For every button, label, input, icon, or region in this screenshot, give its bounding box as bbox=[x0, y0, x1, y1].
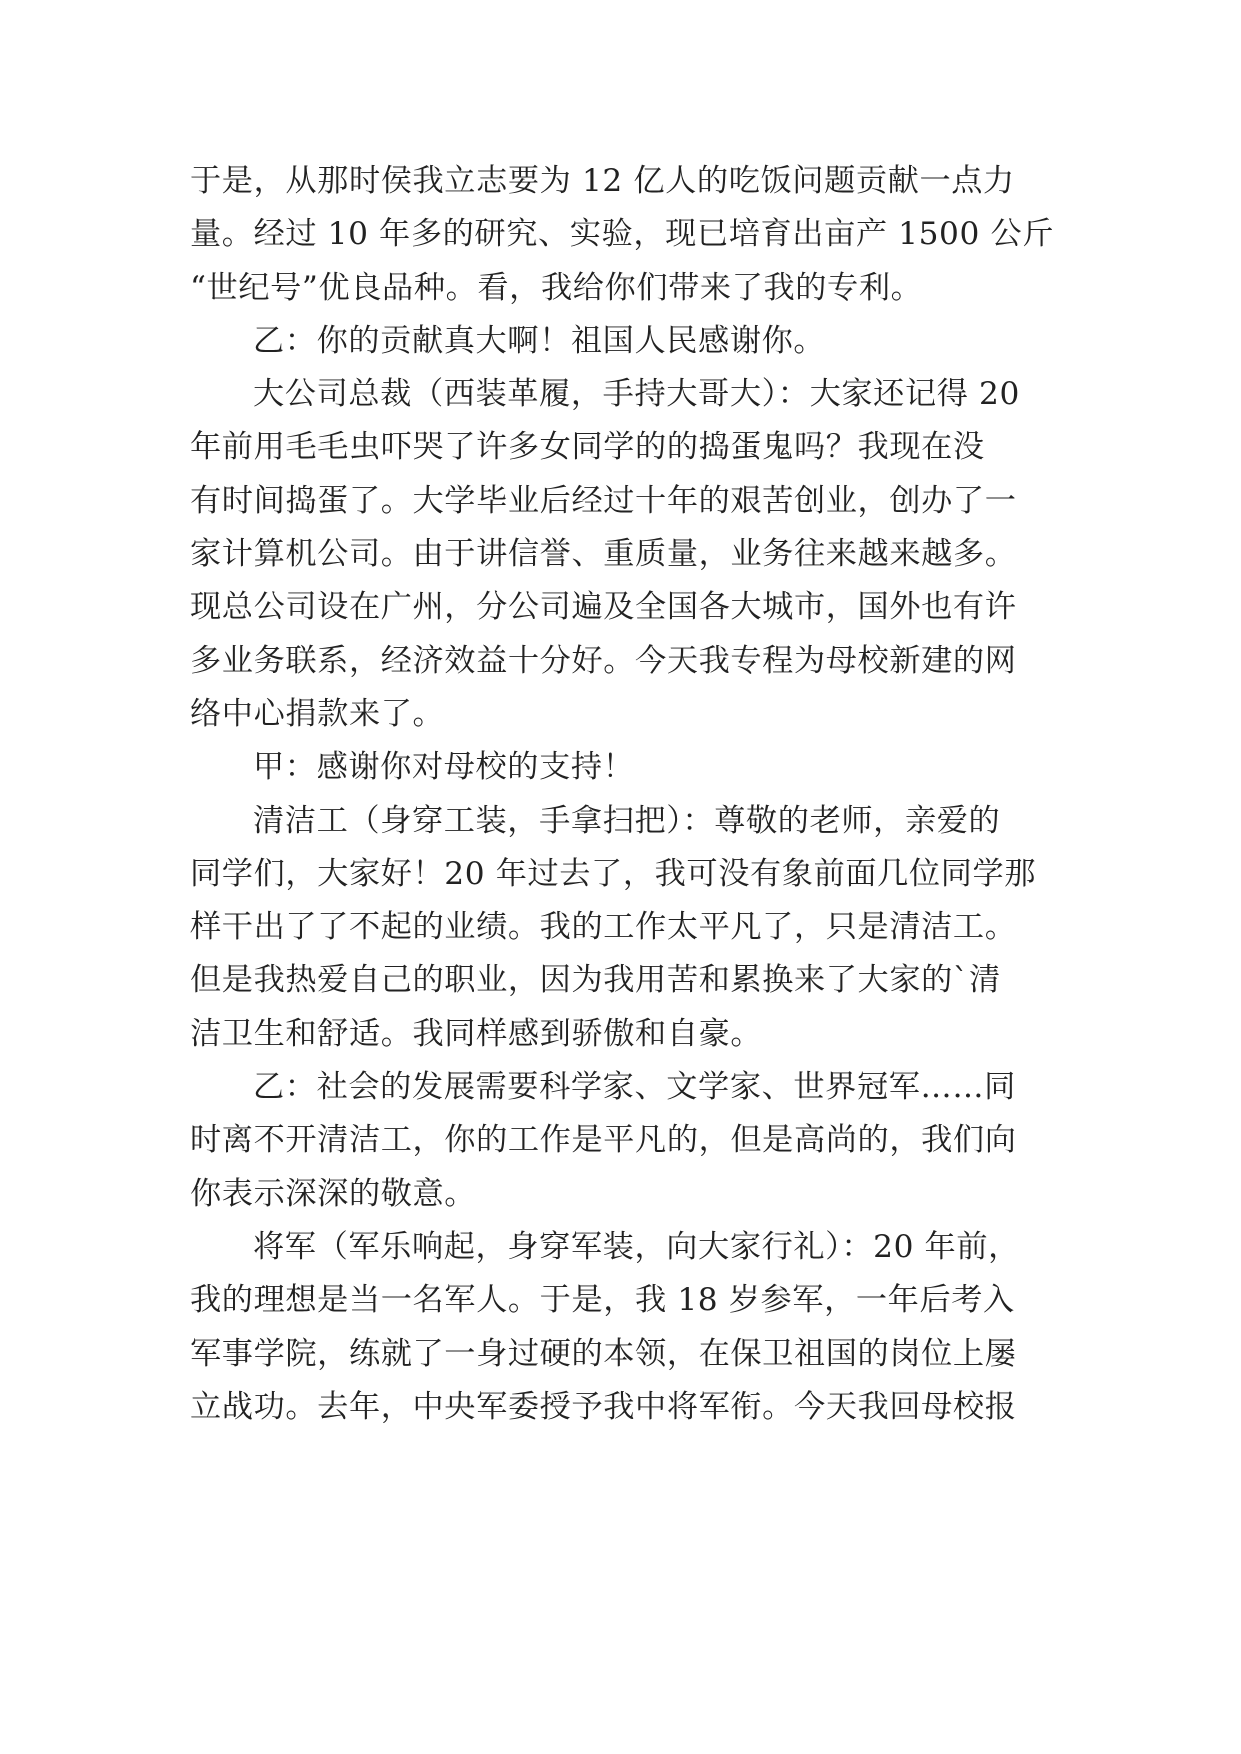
paragraph-first-line: 甲：感谢你对母校的支持！ bbox=[253, 749, 635, 786]
text-line: 年前用毛毛虫吓哭了许多女同学的的捣蛋鬼吗？我现在没 bbox=[190, 429, 985, 466]
text-line: 立战功。去年，中央军委授予我中将军衔。今天我回母校报 bbox=[190, 1388, 1017, 1425]
text-line: 于是，从那时侯我立志要为 12 亿人的吃饭问题贡献一点力 bbox=[190, 163, 1015, 199]
text-line: 但是我热爱自己的职业，因为我用苦和累换来了大家的`清 bbox=[190, 962, 1001, 999]
text-line: 同学们，大家好！20 年过去了，我可没有象前面几位同学那 bbox=[190, 855, 1037, 892]
script-text-block bbox=[190, 155, 1060, 1434]
paragraph-first-line: 乙：你的贡献真大啊！祖国人民感谢你。 bbox=[253, 322, 826, 359]
text-line: 我的理想是当一名军人。于是，我 18 岁参军，一年后考入 bbox=[190, 1282, 1015, 1319]
paragraph-first-line: 大公司总裁（西装革履，手持大哥大）：大家还记得 20 bbox=[253, 376, 1020, 413]
text-line: 现总公司设在广州，分公司遍及全国各大城市，国外也有许 bbox=[190, 589, 1017, 626]
text-line: 样干出了了不起的业绩。我的工作太平凡了，只是清洁工。 bbox=[190, 909, 1017, 946]
text-line: 你表示深深的敬意。 bbox=[190, 1175, 477, 1212]
text-line: 络中心捐款来了。 bbox=[190, 695, 445, 732]
text-line: 量。经过 10 年多的研究、实验，现已培育出亩产 1500 公斤 bbox=[190, 216, 1055, 253]
paragraph-first-line: 清洁工（身穿工装，手拿扫把）：尊敬的老师，亲爱的 bbox=[253, 802, 1001, 839]
text-line: “世纪号”优良品种。看，我给你们带来了我的专利。 bbox=[190, 269, 923, 306]
text-line: 军事学院，练就了一身过硬的本领，在保卫祖国的岗位上屡 bbox=[190, 1335, 1017, 1372]
text-line: 时离不开清洁工，你的工作是平凡的，但是高尚的，我们向 bbox=[190, 1122, 1017, 1159]
text-line: 有时间捣蛋了。大学毕业后经过十年的艰苦创业，创办了一 bbox=[190, 482, 1017, 519]
text-line: 家计算机公司。由于讲信誉、重质量，业务往来越来越多。 bbox=[190, 536, 1017, 573]
text-line: 洁卫生和舒适。我同样感到骄傲和自豪。 bbox=[190, 1015, 763, 1052]
text-line: 多业务联系，经济效益十分好。今天我专程为母校新建的网 bbox=[190, 642, 1017, 679]
paragraph-first-line: 乙：社会的发展需要科学家、文学家、世界冠军……同 bbox=[253, 1069, 1016, 1106]
paragraph-first-line: 将军（军乐响起，身穿军装，向大家行礼）：20 年前， bbox=[253, 1228, 1020, 1265]
